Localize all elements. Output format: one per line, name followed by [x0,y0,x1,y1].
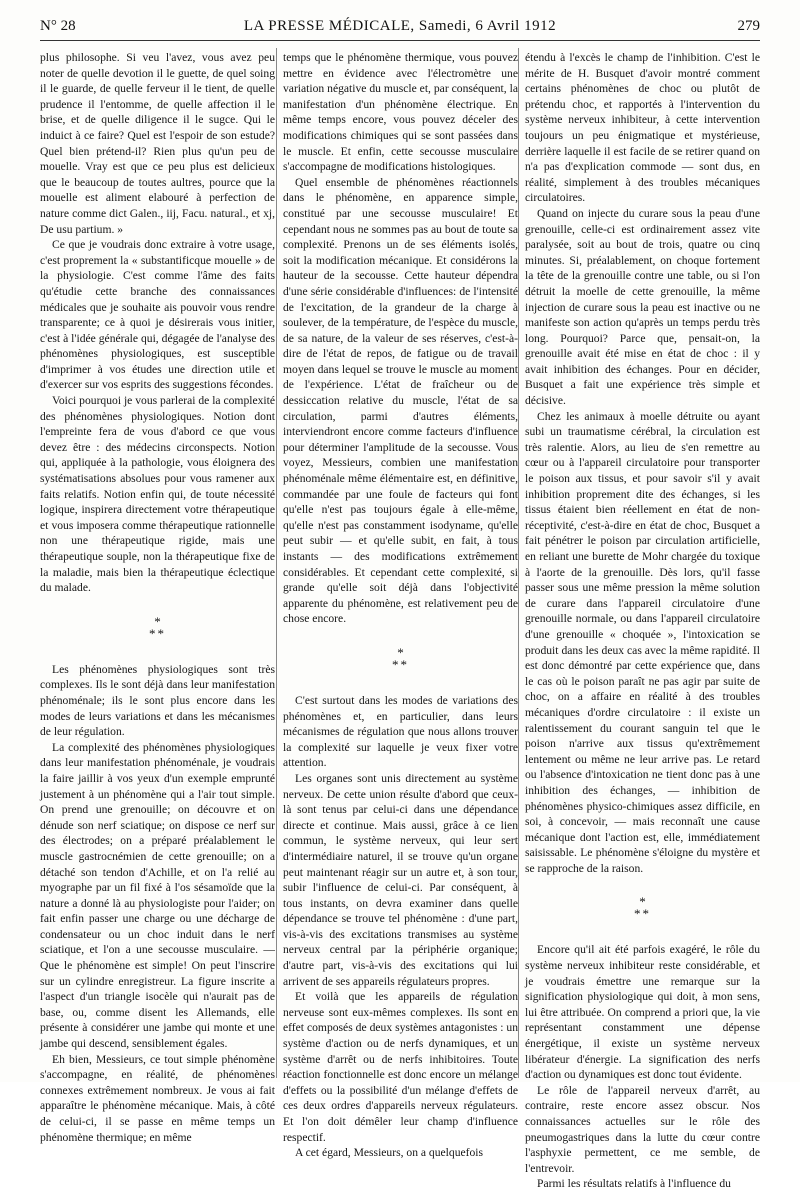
asterism-mark: * [639,894,646,910]
paragraph: Les organes sont unis directement au système nerveux. De cette union résulte d'abord que ceux-là sont tenus par celui-ci dans une dépendance directe et continue. Mais aussi, grâce à ce lien commun, le système nerveux, qui leur sert d'intermédiaire naturel, il se trouve qu'un organe peut maintenant réagir sur un autre et, à son tour, subir l'influence de celui-ci. Par conséquent, à tous instants, on devra examiner dans quelle dépendance se trouve tel phénomène : d'une part, vis-à-vis des excitations transmises au système nerveux central par la périphérie organique; d'autre part, vis-à-vis des excitations qui lui arrivent de ses appareils régulateurs propres. [283,771,518,988]
paragraph: Les phénomènes physiologiques sont très complexes. Ils le sont déjà dans leur manifestation phénoménale; ils le sont plus encore dans les modes de leurs variations et dans les mécanismes de leur régulation. [40,662,275,739]
section-separator [525,896,760,920]
journal-title: LA PRESSE MÉDICALE, Samedi, 6 Avril 1912 [243,18,557,34]
paragraph: Le rôle de l'appareil nerveux d'arrêt, au contraire, reste encore assez obscur. Nos connaissances actuelles sur le rôle des pneumogastriques dans la lutte du cœur contre l'asphyxie permettent, ce me semble, de l'entrevoir. [525,1083,760,1175]
paragraph: A cet égard, Messieurs, on a quelquefois [295,1146,484,1160]
page-header [40,18,760,38]
paragraph: Encore qu'il ait été parfois exagéré, le rôle du système nerveux inhibiteur reste considérable, et je voudrais émettre une remarque sur la signification physiologique qui doit, à mon sens, lui être attribuée. On comprend a priori que, la vie représentant constamment une dépense énergétique, il existe un système nerveux libérateur d'énergie. La signification des nerfs d'action ou dynamiques est donc tout évidente. [525,943,760,1082]
paragraph: Chez les animaux à moelle détruite ou ayant subi un traumatisme cérébral, la circulation est très ralentie. Alors, au lieu de s'en remettre au cœur ou à l'appareil circulatoire pour transporter le poison aux tissus, et pour savoir s'il y avait inhibition proprement dite des échanges, si les tissus étaient bien réellement en état de non-réceptivité, c'est-à-dire en état de choc, Busquet a fait pénétrer le poison par circulation artificielle, en reliant une burette de Mohr chargée du toxique à l'aorte de la grenouille. Dès lors, qu'il fasse passer sous une même pression la même solution de curare dans l'appareil circulatoire d'une grenouille normale, ou dans l'appareil circulatoire d'une grenouille « choquée », l'intoxication se produit dans les deux cas avec la même rapidité. Il est donc démontré par cette expérience que, dans le cas où le poison paraît ne pas agir par suite de choc, on a affaire en réalité à des troubles mécaniques d'ordre circulatoire : il existe un ralentissement du courant sanguin tel que le poison n'arrive aux tissus qu'extrêmement lentement ou même ne leur arrive pas. Le retard ou l'absence d'intoxication ne tient donc pas à une inhibition des échanges, — inhibition de phénomènes physico-chimiques assez difficile, en soi, à concevoir, — mais reconnaît une cause mécanique dont l'action est, elle, immédiatement saisissable. Le phénomène s'éloigne du mystère et se rapproche de la raison. [525,409,760,875]
page-number: 279 [737,18,760,34]
column-divider [276,48,277,1078]
header-rule [40,40,760,41]
paragraph: étendu à l'excès le champ de l'inhibition. C'est le mérite de H. Busquet d'avoir montré comment certains phénomènes de choc ou plutôt de prétendu choc, et rapportés à l'intervention du système nerveux inhibiteur, à cette intervention toujours un peu énigmatique et mystérieuse, derrière laquelle il est facile de se retirer quand on n'a pas d'explication commode — sont dus, en réalité, simplement à des troubles mécaniques circulatoires. [525,51,760,205]
paragraph: temps que le phénomène thermique, vous pouvez mettre en évidence avec l'électromètre une variation négative du muscle et, par conséquent, la manifestation d'un phénomène électrique. En même temps encore, vous pouvez déceler des modifications chimiques qui se sont passées dans le muscle. Et enfin, cette secousse musculaire s'accompagne de modifications histologiques. [283,51,518,174]
paragraph: La complexité des phénomènes physiologiques dans leur manifestation phénoménale, je voudrais la faire jaillir à vos yeux d'un exemple emprunté justement à un phénomène qui a l'air tout simple. On prend une grenouille; on découvre et on dénude son nerf sciatique; on dispose ce nerf sur des électrodes; on a préparé préalablement le muscle gastrocnémien de cette grenouille; on a détaché son tendon d'Achille, et on l'a relié au myographe par un fil fixé à l'os sésamoïde que la nature a donné là au physiologiste pour l'aider; on fait enfin passer une charge ou une décharge de condensateur ou un choc induit dans le nerf sciatique, et l'on a une secousse musculaire. — Que le phénomène est simple! On peut l'inscrire sur un cylindre enregistreur. La figure inscrite a l'aspect d'un triangle isocèle qui n'aurait pas de base, ou, comme disent les Allemands, elle présente à considérer une jambe qui monte et une jambe qui descend, sensiblement égales. [40,740,275,1051]
asterism-star: * [149,625,158,641]
asterism-star: * [157,625,166,641]
text-column-3 [525,50,760,1191]
column-divider [518,48,519,1078]
asterism-star: * [400,656,409,672]
section-separator [40,613,275,641]
paragraph: Voici pourquoi je vous parlerai de la complexité des phénomènes physiologiques. Notion dont l'empreinte fera de vous d'abord ce que vous devez être : des médecins circonspects. Notion qui, appliquée à la pathologie, vous éloignera des systématisations absolues pour vous ramener aux faits relatifs. Notion enfin qui, de toute nécessité logique, inspirera directement votre thérapeutique et vous imposera comme thérapeutique rationnelle non une thérapeutique rigide, mais une thérapeutique souple, non la thérapeutique fixe de la maladie, mais bien la thérapeutique éclectique du malade. [40,394,275,595]
text-column-2 [283,50,518,1160]
asterism-star: * [392,656,401,672]
asterism-mark [283,656,518,672]
paragraph: Ce que je voudrais donc extraire à votre usage, c'est proprement la « substantificque mouelle » de la physiologie. C'est comme l'âme des faits qu'étudie cette branche des connaissances médicales que je souhaite ais pouvoir vous rendre transparente; ce à quoi je désirerais vous initier, c'est à l'idée générale qui, dégagée de l'analyse des phénomènes physiologiques, est susceptible d'imprimer à vos études une direction utile et d'exercer sur vos esprits des suggestions fécondes. [40,238,275,392]
issue-number: N° 28 [40,18,76,34]
paragraph: Quel ensemble de phénomènes réactionnels dans le phénomène, en apparence simple, constitué par une secousse musculaire! Et cependant nous ne sommes pas au bout de toute sa complexité. Prenons un de ses éléments isolés, soit la modification mécanique. Et considérons la hauteur de la secousse. Cette hauteur dépendra d'une série considérable d'influences: de l'intensité de l'excitation, de la grandeur de la charge à soulever, de la température, de l'espèce du muscle, de sa nature, de la valeur de ses réserves, c'est-à-dire de l'état de repos, de fatigue ou de travail moyen dans lequel se trouve le muscle au moment de l'expérience. L'état de fraîcheur ou de dessiccation relative du muscle, l'état de sa circulation, parmi d'autres éléments, interviendront encore comme facteurs d'influence pour déterminer l'amplitude de la secousse. Vous voyez, Messieurs, combien une manifestation phénoménale même élémentaire est, en définitive, commandée par une foule de facteurs qui font qu'elle n'est pas toujours égale à elle-même, qu'elle n'est pas constamment isodyname, qu'elle peut subir — et qu'elle subit, en fait, à tous instants — des modifications extrêmement considérables. Et cependant cette complexité, si grande qu'elle soit déjà dans l'objectivité apparente du phénomène, est relativement peu de chose encore. [283,175,518,626]
asterism-mark [525,908,760,920]
asterism-star: * [634,906,643,922]
asterism-mark: * [397,644,404,660]
asterism-mark: * [154,613,161,629]
section-separator [283,644,518,672]
asterism-mark [40,625,275,641]
paragraph: Quand on injecte du curare sous la peau d'une grenouille, celle-ci est ordinairement assez vite paralysée, soit au bout de trois, quatre ou cinq minutes. Si, préalablement, on choque fortement la tête de la grenouille contre une table, ou si l'on détruit la moelle de cette grenouille, la même injection de curare sous la peau est inactive ou ne manifeste son action qu'après un temps perdu très long. Pourquoi? Parce que, pensait-on, la grenouille avait été mise en état de choc : il y avait inhibition des échanges. Pour en décider, Busquet a fait une expérience très simple et décisive. [525,206,760,408]
paragraph: Eh bien, Messieurs, ce tout simple phénomène s'accompagne, en réalité, de phénomènes connexes extrêmement nombreux. Je vous ai fait apparaître le phénomène mécanique. Mais, à côté de celui-ci, il se passe en même temps un phénomène thermique; en même [40,1052,275,1144]
paragraph: Parmi les résultats relatifs à l'influence du [537,1177,731,1191]
asterism-star: * [642,906,651,922]
paragraph: plus philosophe. Si veu l'avez, vous avez peu noter de quelle devotion il le guette, de quel soing il le guarde, de quelle ferveur il le tient, de quelle prudence il l'entomme, de quelle affection il le brise, et de quelle diligence il le sugce. Qui le induict à ce faire? Quel est l'espoir de son estude? Quel bien prétend-il? Rien plus qu'un peu de mouelle. Vray est que ce peu plus est delicieux que le beaucoup de toutes aultres, pource que la mouelle est aliment elabouré à perfection de nature comme dict Galen., iij, Facu. natural., et xj, De usu partium. » [40,51,275,236]
paragraph: Et voilà que les appareils de régulation nerveuse sont eux-mêmes complexes. Ils sont en effet composés de deux systèmes antagonistes : un système d'action ou de nerfs dynamiques, et un système d'arrêt ou de nerfs inhibitoires. Toute réaction fonctionnelle est donc encore un mélange d'effets ou la possibilité d'un mélange d'effets de ces deux ordres d'appareils nerveux régulateurs. Et l'on doit démêler leur champ d'influence respectif. [283,990,518,1144]
paragraph: C'est surtout dans les modes de variations des phénomènes et, en particulier, dans leurs mécanismes de régulation que nous allons trouver la complexité sur laquelle je veux fixer votre attention. [283,693,518,770]
text-column-1 [40,50,275,1144]
